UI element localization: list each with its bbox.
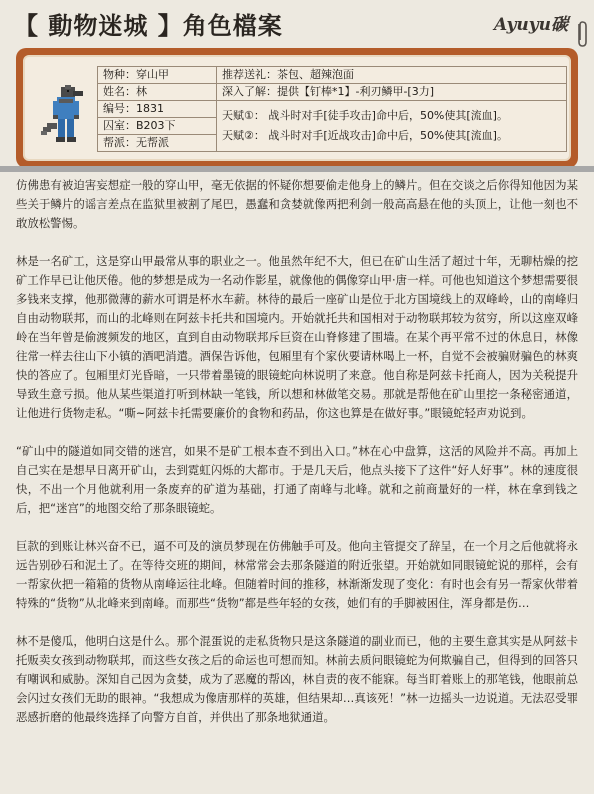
profile-card-inner	[23, 55, 571, 161]
page-title: 【 動物迷城 】角色檔案	[14, 12, 283, 40]
talent-2: 天赋②： 战斗时对手[近战攻击]命中后，50%使其[流血]。	[222, 129, 508, 142]
header	[0, 0, 594, 44]
cell-cell: 囚室：B203下	[98, 118, 217, 135]
paperclip-icon	[574, 20, 590, 48]
brand-logo: Ayuyu碳	[494, 15, 568, 35]
paragraph-5: 林不是傻瓜，他明白这是什么。那个混蛋说的走私货物只是这条隧道的副业而已，他的主要生意其实是从阿兹卡托贩卖女孩到动物联邦，而这些女孩之后的命运也可想而知。林前去质问眼镜蛇为何欺骗自己，但得到的回答只有嘲讽和威胁。深知自己因为贪婪，成为了恶魔的帮凶，林自责的夜不能寐。每当盯着账上的那笔钱，他眼前总会闪过女孩们无助的眼神。“我想成为像唐那样的英雄，但结果却…真该死！”林一边摇头一边说道。无法忍受罪恶感折磨的他最终选择了向警方自首，并供出了那条地狱通道。	[16, 634, 578, 724]
pangolin-avatar-icon	[39, 83, 89, 151]
divider-strip	[0, 166, 594, 172]
paragraph-4: 巨款的到账让林兴奋不已，逼不可及的演员梦现在仿佛触手可及。他向主管提交了辞呈，在一个月之后他就将永远告别砂石和泥土了。在等待交班的期间，林常常会去那条隧道的附近张望。开始就如同眼镜蛇说的那样，会有一帮家伙把一箱箱的货物从南峰运往北峰。但随着时间的推移，林渐渐发现了变化：有时也会有另一帮家伙带着特殊的“货物”从北峰来到南峰。而那些“货物”都是些年轻的女孩，她们有的手脚被困住，浑身都是伤…	[16, 539, 578, 610]
talents-cell	[217, 101, 567, 152]
species-cell: 物种：穿山甲	[98, 67, 217, 84]
paragraph-1: 仿佛患有被迫害妄想症一般的穿山甲，毫无依据的怀疑你想要偷走他身上的鳞片。但在交谈之后你得知他因为某些关于鳞片的谣言差点在监狱里被割了尾巴，愚蠢和贪婪就像两把利剑一般高高悬在他的头顶上，让他一刻也不敢放松警惕。	[16, 178, 578, 230]
paragraph-3: “矿山中的隧道如同交错的迷宫，如果不是矿工根本查不到出入口。”林在心中盘算，这活的风险并不高。再加上自己实在是想早日离开矿山，去到霓虹闪烁的大都市。于是几天后，他点头接下了这件“好人好事”。林的速度很快，不出一个月他就利用一条废弃的矿道为基础，打通了南峰与北峰。就和之前商量好的一样，林在拿到钱之后，把“迷宫”的地图交给了那条眼镜蛇。	[16, 444, 578, 515]
deep-dive-cell: 深入了解：提供【钉棒*1】-利刃鳞甲-[3力]	[217, 84, 567, 101]
name-cell: 姓名：林	[98, 84, 217, 101]
number-cell: 编号：1831	[98, 101, 217, 118]
faction-cell: 帮派：无帮派	[98, 135, 217, 152]
story-body	[16, 176, 578, 746]
profile-info-table	[97, 66, 567, 152]
paragraph-2: 林是一名矿工，这是穿山甲最常从事的职业之一。他虽然年纪不大，但已在矿山生活了超过十年，无聊枯燥的挖矿工作早已让他厌倦。他的梦想是成为一名动作影星，就像他的偶像穿山甲·唐一样。可他也知道这个梦想需要很多钱来支撑，他那微薄的薪水可谓是杯水车薪。林待的最后一座矿山是位于北方国境线上的双峰岭，山的南峰归自由动物联邦，而山的北峰则在阿兹卡托共和国境内。开始就托共和国相对于动物联邦较为贫穷，所以这座双峰岭在当年曾是偷渡频发的地区，直到自由动物联邦斥巨资在山脊修建了围墙。在某个再平常不过的休息日，林像往常一样去往山下小镇的酒吧消遣。酒保告诉他，包厢里有个家伙要请林喝上一杯，自觉不会被骗财骗色的林爽快的答应了。包厢里灯光昏暗，一只带着墨镜的眼镜蛇向林说明了来意。他自称是阿兹卡托商人，因为关税提升导致生意亏损。他从某些渠道打听到林缺一笔钱，所以想和林做笔交易。那就是帮他在矿山里挖一条秘密通道，让他进行货物走私。“嘶~阿兹卡托需要廉价的食物和药品，你这也算是在做好事。”眼镜蛇轻声劝说到。	[16, 254, 578, 420]
talent-1: 天赋①： 战斗时对手[徒手攻击]命中后，50%使其[流血]。	[222, 109, 508, 122]
gifts-cell: 推荐送礼：茶包、超辣泡面	[217, 67, 567, 84]
profile-card	[16, 48, 578, 168]
